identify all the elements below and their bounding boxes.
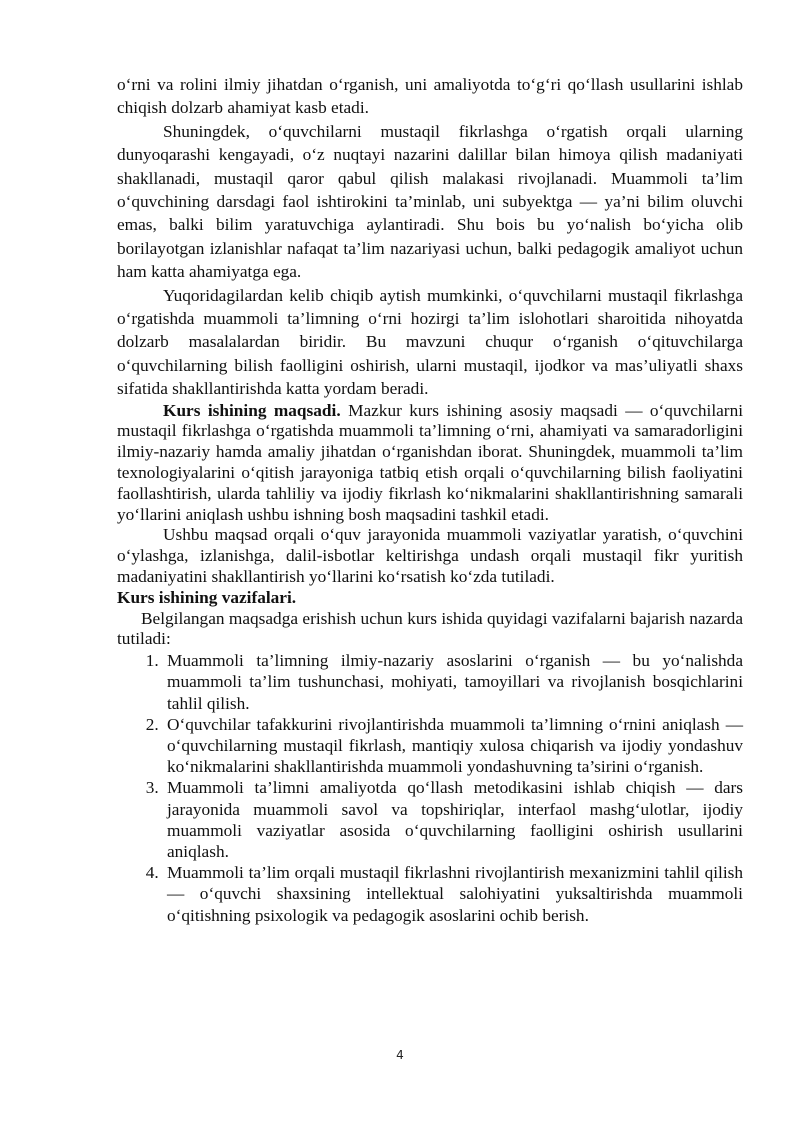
task-item: 3. Muammoli ta’limni amaliyotda qo‘llash metodikasini ishlab chiqish — dars jarayonida muammoli savol va topshiriqlar, interfaol mashg‘ulotlar, ijodiy muammoli vaziyatlar asosida o‘quvchilarning faolligini oshirish usullarini aniqlash. xyxy=(163,777,743,862)
tasks-list xyxy=(117,650,743,926)
paragraph-continuation: o‘rni va rolini ilmiy jihatdan o‘rganish, uni amaliyotda to‘g‘ri qo‘llash usullarini ishlab chiqish dolzarb ahamiyat kasb etadi. xyxy=(117,75,743,118)
paragraph-conclusion: Yuqoridagilardan kelib chiqib aytish mumkinki, o‘quvchilarni mustaqil fikrlashga o‘rgatishda muammoli ta’limning o‘rni hozirgi ta’lim islohotlari sharoitida nihoyatda dolzarb masalalardan biridir. Bu mavzuni chuqur o‘rganish o‘qituvchilarga o‘quvchilarning bilish faolligini oshirish, ularni mustaqil, ijodkor va mas’uliyatli shaxs sifatida shakllantirishda katta yordam beradi. xyxy=(117,285,743,399)
page-number: 4 xyxy=(396,1048,404,1062)
tasks-intro: Belgilangan maqsadga erishish uchun kurs ishida quyidagi vazifalarni bajarish nazarda tutiladi: xyxy=(117,608,743,649)
goal-followup-paragraph: Ushbu maqsad orqali o‘quv jarayonida muammoli vaziyatlar yaratish, o‘quvchini o‘ylashga, izlanishga, dalil-isbotlar keltirishga undash orqali mustaqil fikr yuritish madaniyatini shakllantirish yo‘llarini ko‘rsatish ko‘zda tutiladi. xyxy=(117,525,743,587)
page-content xyxy=(117,73,743,926)
task-item: 4. Muammoli ta’lim orqali mustaqil fikrlashni rivojlantirish mexanizmini tahlil qilish — o‘quvchi shaxsining intellektual salohiyatini yuksaltirishda muammoli o‘qitishning psixologik va pedagogik asoslarini ochib berish. xyxy=(163,862,743,926)
tasks-heading: Kurs ishining vazifalari. xyxy=(117,587,297,607)
goal-paragraph xyxy=(117,401,743,526)
task-item: 2. O‘quvchilar tafakkurini rivojlantirishda muammoli ta’limning o‘rnini aniqlash — o‘quvchilarning mustaqil fikrlash, mantiqiy xulosa chiqarish va ijodiy yondashuv ko‘nikmalarini shakllantirishda muammoli yondashuvning ta’sirini o‘rganish. xyxy=(163,714,743,778)
paragraph-independent-thinking: Shuningdek, o‘quvchilarni mustaqil fikrlashga o‘rgatish orqali ularning dunyoqarashi kengayadi, o‘z nuqtayi nazarini dalillar bilan himoya qilish madaniyati shakllanadi, mustaqil qaror qabul qilish malakasi rivojlanadi. Muammoli ta’lim o‘quvchining darsdagi faol ishtirokini ta’minlab, uni subyektga — ya’ni bilim oluvchi emas, balki bilim yaratuvchiga aylantiradi. Shu bois bu yo‘nalish bo‘yicha olib borilayotgan izlanishlar nafaqat ta’lim nazariyasi uchun, balki pedagogik amaliyot uchun ham katta ahamiyatga ega. xyxy=(117,121,743,282)
goal-heading: Kurs ishining maqsadi. xyxy=(163,400,341,420)
goal-body: Mazkur kurs ishining asosiy maqsadi — o‘quvchilarni mustaqil fikrlashga o‘rgatishda muammoli ta’limning o‘rni, ahamiyati va samaradorligini ilmiy-nazariy hamda amaliy jihatdan o‘rganishdan iborat. Shuningdek, muammoli ta’lim texnologiyalarini o‘qitish jarayoniga tatbiq etish orqali o‘quvchilarning bilish faoliyatini faollashtirish, ularda tahliliy va ijodiy fikrlash ko‘nikmalarini shakllantirishning samarali yo‘llarini aniqlash ushbu ishning bosh maqsadini tashkil etadi. xyxy=(117,400,744,524)
task-item: 1. Muammoli ta’limning ilmiy-nazariy asoslarini o‘rganish — bu yo‘nalishda muammoli ta’lim tushunchasi, mohiyati, tamoyillari va rivojlanish bosqichlarini tahlil qilish. xyxy=(163,650,743,714)
